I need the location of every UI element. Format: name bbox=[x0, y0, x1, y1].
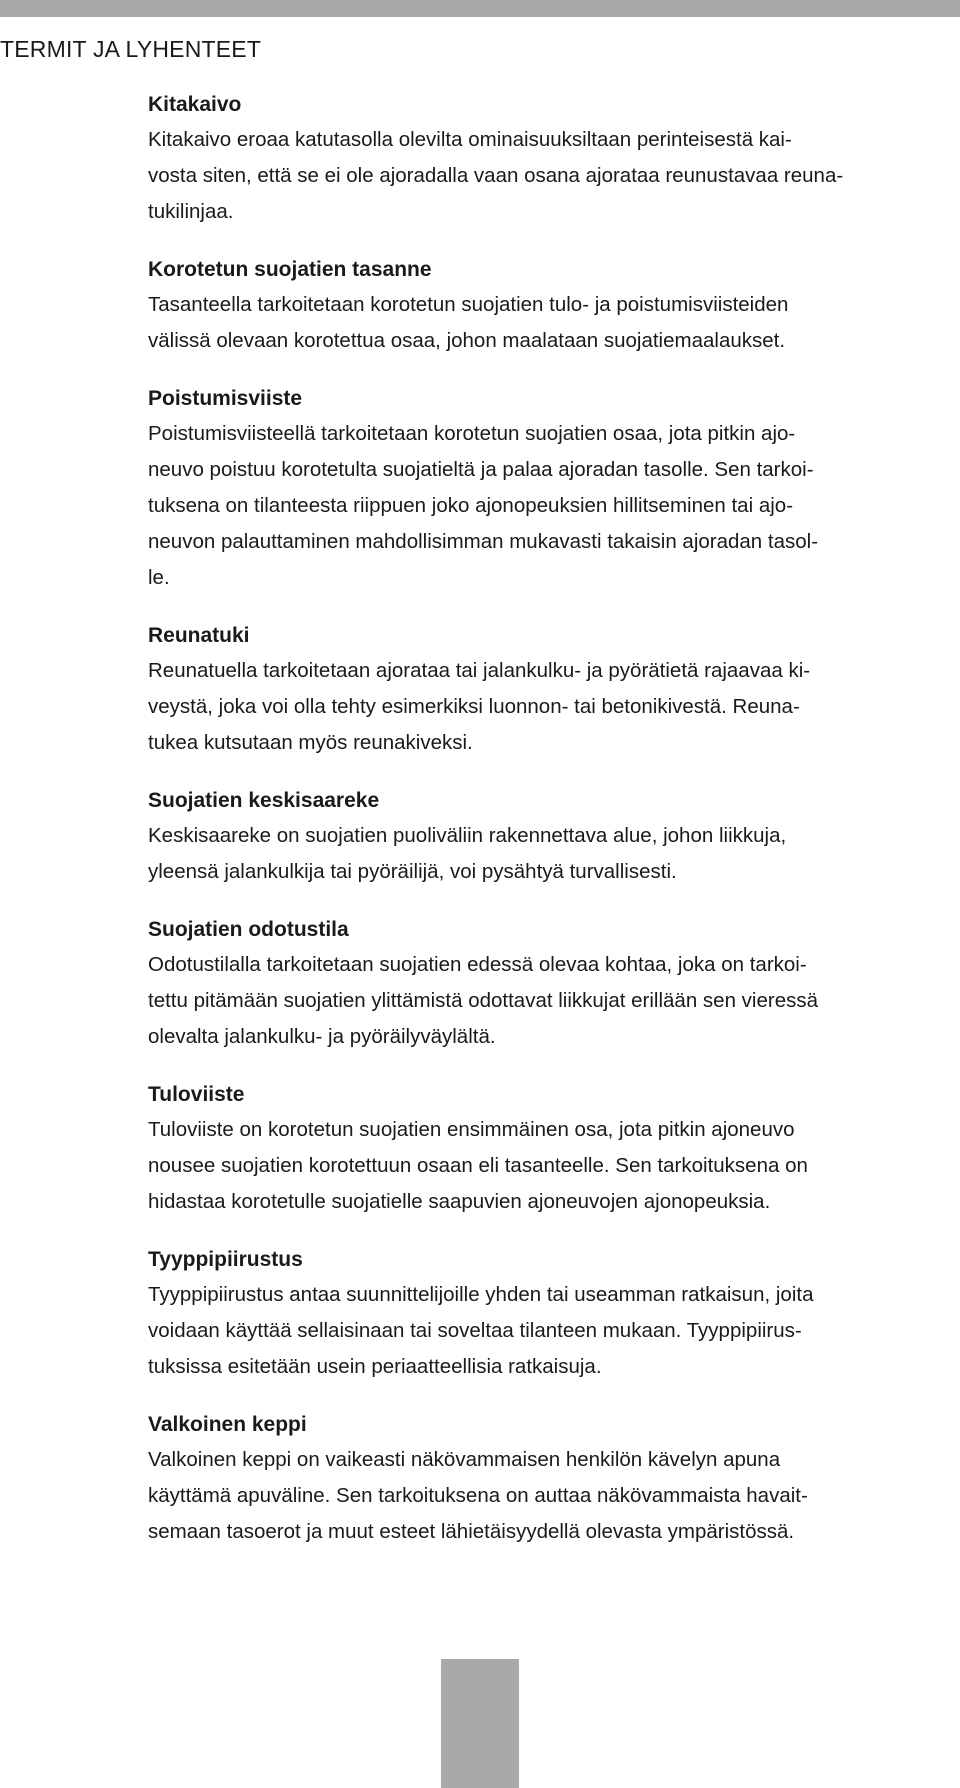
term-title: Reunatuki bbox=[148, 624, 250, 647]
page-number-tab bbox=[441, 1659, 519, 1788]
term-entry bbox=[148, 257, 960, 359]
definition-line: yleensä jalankulkija tai pyöräilijä, voi pysähtyä turvallisesti. bbox=[148, 860, 677, 883]
definition-line: tukilinjaa. bbox=[148, 200, 234, 223]
term-entry bbox=[148, 92, 960, 230]
definition-line: välissä olevaan korotettua osaa, johon maalataan suojatiemaalaukset. bbox=[148, 329, 786, 352]
definition-line: Tasanteella tarkoitetaan korotetun suojatien tulo- ja poistumisviisteiden bbox=[148, 293, 789, 316]
definition-line: olevalta jalankulku- ja pyöräilyväylältä. bbox=[148, 1025, 496, 1048]
term-definition bbox=[148, 122, 960, 230]
top-decor-bar bbox=[0, 0, 960, 17]
definition-line: voidaan käyttää sellaisinaan tai soveltaa tilanteen mukaan. Tyyppipiirus- bbox=[148, 1319, 802, 1342]
term-title: Suojatien keskisaareke bbox=[148, 789, 380, 812]
term-entry bbox=[148, 386, 960, 596]
term-title: Tyyppipiirustus bbox=[148, 1248, 303, 1271]
definition-line: le. bbox=[148, 566, 170, 589]
term-title: Poistumisviiste bbox=[148, 387, 303, 410]
definition-line: Poistumisviisteellä tarkoitetaan korotetun suojatien osaa, jota pitkin ajo- bbox=[148, 422, 796, 445]
definition-line: Tuloviiste on korotetun suojatien ensimmäinen osa, jota pitkin ajoneuvo bbox=[148, 1118, 795, 1141]
definition-line: Keskisaareke on suojatien puoliväliin rakennettava alue, johon liikkuja, bbox=[148, 824, 787, 847]
term-definition bbox=[148, 1442, 960, 1550]
term-entry bbox=[148, 1247, 960, 1385]
term-definition bbox=[148, 1277, 960, 1385]
term-title: Korotetun suojatien tasanne bbox=[148, 258, 432, 281]
term-entry bbox=[148, 1412, 960, 1550]
term-title: Valkoinen keppi bbox=[148, 1413, 307, 1436]
definition-line: Valkoinen keppi on vaikeasti näkövammaisen henkilön kävelyn apuna bbox=[148, 1448, 781, 1471]
definition-line: hidastaa korotetulle suojatielle saapuvien ajoneuvojen ajonopeuksia. bbox=[148, 1190, 771, 1213]
term-title: Kitakaivo bbox=[148, 93, 242, 116]
term-entry bbox=[148, 788, 960, 890]
definition-line: tukea kutsutaan myös reunakiveksi. bbox=[148, 731, 473, 754]
definition-line: tuksissa esitetään usein periaatteellisia ratkaisuja. bbox=[148, 1355, 602, 1378]
term-entry bbox=[148, 623, 960, 761]
definition-line: Reunatuella tarkoitetaan ajorataa tai jalankulku- ja pyörätietä rajaavaa ki- bbox=[148, 659, 811, 682]
term-definition bbox=[148, 416, 960, 596]
term-definition bbox=[148, 1112, 960, 1220]
terms-list bbox=[148, 92, 960, 1577]
term-definition bbox=[148, 818, 960, 890]
term-definition bbox=[148, 653, 960, 761]
definition-line: käyttämä apuväline. Sen tarkoituksena on auttaa näkövammaista havait- bbox=[148, 1484, 808, 1507]
definition-line: neuvo poistuu korotetulta suojatieltä ja palaa ajoradan tasolle. Sen tarkoi- bbox=[148, 458, 814, 481]
definition-line: nousee suojatien korotettuun osaan eli tasanteelle. Sen tarkoituksena on bbox=[148, 1154, 808, 1177]
term-definition bbox=[148, 287, 960, 359]
definition-line: veystä, joka voi olla tehty esimerkiksi luonnon- tai betonikivestä. Reuna- bbox=[148, 695, 800, 718]
term-definition bbox=[148, 947, 960, 1055]
definition-line: tuksena on tilanteesta riippuen joko ajonopeuksien hillitseminen tai ajo- bbox=[148, 494, 794, 517]
term-entry bbox=[148, 1082, 960, 1220]
definition-line: tettu pitämään suojatien ylittämistä odottavat liikkujat erillään sen vieressä bbox=[148, 989, 819, 1012]
section-title: TERMIT JA LYHENTEET bbox=[0, 36, 262, 62]
definition-line: Kitakaivo eroaa katutasolla olevilta ominaisuuksiltaan perinteisestä kai- bbox=[148, 128, 792, 151]
definition-line: Odotustilalla tarkoitetaan suojatien edessä olevaa kohtaa, joka on tarkoi- bbox=[148, 953, 807, 976]
term-title: Suojatien odotustila bbox=[148, 918, 349, 941]
definition-line: Tyyppipiirustus antaa suunnittelijoille yhden tai useamman ratkaisun, joita bbox=[148, 1283, 814, 1306]
term-entry bbox=[148, 917, 960, 1055]
definition-line: semaan tasoerot ja muut esteet lähietäisyydellä olevasta ympäristössä. bbox=[148, 1520, 795, 1543]
term-title: Tuloviiste bbox=[148, 1083, 245, 1106]
definition-line: neuvon palauttaminen mahdollisimman mukavasti takaisin ajoradan tasol- bbox=[148, 530, 819, 553]
definition-line: vosta siten, että se ei ole ajoradalla vaan osana ajorataa reunustavaa reuna- bbox=[148, 164, 844, 187]
